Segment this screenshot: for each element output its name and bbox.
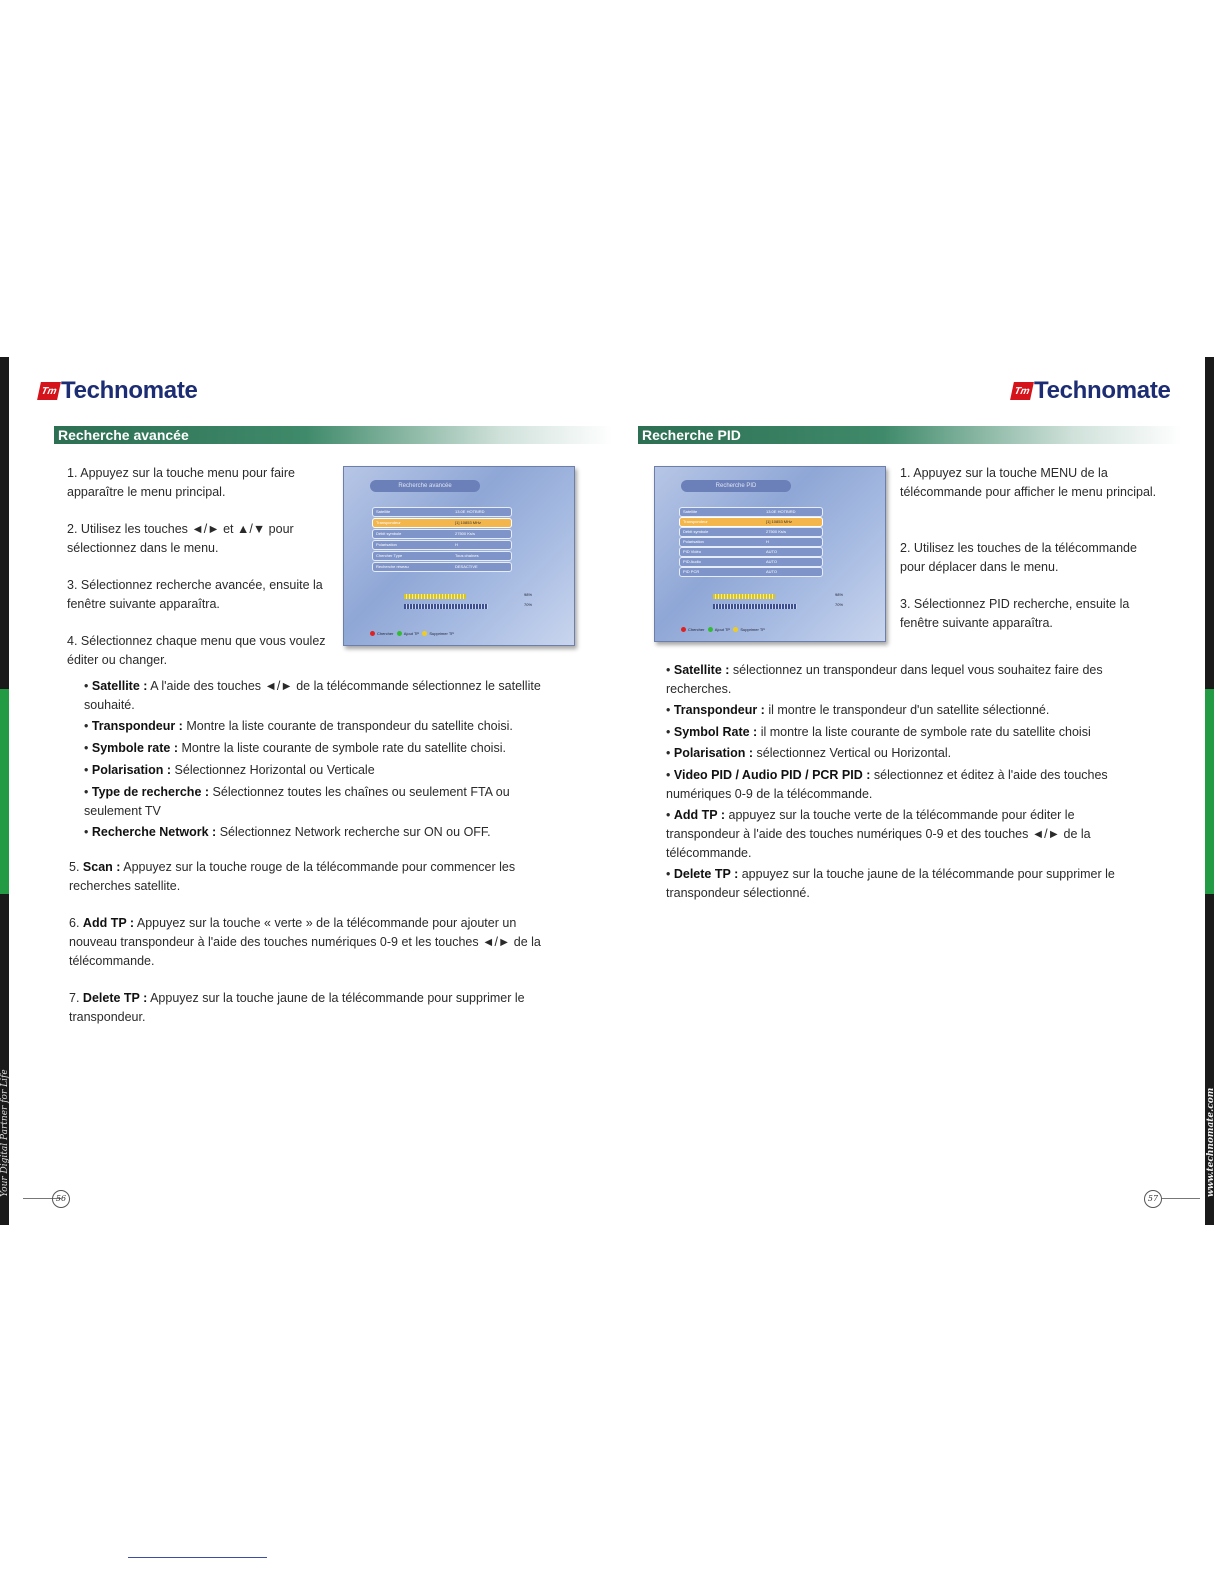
signal-quality-value: 70% [524,602,533,607]
row-label: Polarisation [376,542,397,547]
screen-row [679,507,823,517]
row-value: 13.0E HOTBIRD [766,509,796,514]
bullet-text: il montre le transpondeur d'un satellite sélectionné. [768,703,1050,717]
screen-row [372,562,512,572]
row-value: 27500 Ks/s [766,529,787,534]
screen-color-keys [681,626,765,634]
bullet-text: Montre la liste courante de symbole rate du satellite choisi. [181,741,506,755]
screen-row [372,540,512,550]
green-key-icon [708,627,713,632]
right-section-title: Recherche PID [638,426,1182,444]
step-text: Appuyez sur la touche rouge de la télécommande pour commencer les recherches satellite. [69,860,516,893]
yellow-key-icon [733,627,738,632]
row-label: Transpondeur [376,520,401,525]
bullet-text: appuyez sur la touche jaune de la télécommande pour supprimer le transpondeur sélectionné. [666,867,1115,900]
row-value: 13.0E HOTBIRD [455,509,485,514]
yellow-key-icon [422,631,427,636]
screen-row [679,567,823,577]
step-text: Sélectionnez PID recherche, ensuite la fenêtre suivante apparaîtra. [900,597,1130,630]
row-label: Satellite [683,509,698,514]
step-text: Utilisez les touches de la télécommande pour déplacer dans le menu. [900,541,1137,574]
bullet-term: Transpondeur : [673,703,765,717]
right-bullet-3: • Symbol Rate : il montre la liste courante de symbole rate du satellite choisi [666,725,1091,739]
right-step-2 [900,539,1162,577]
left-step-3 [67,576,329,614]
left-section-title: Recherche avancée [54,426,613,444]
step-text: Sélectionnez recherche avancée, ensuite la fenêtre suivante apparaîtra. [67,578,323,611]
row-label: Satellite [376,509,391,514]
screen-row [679,557,823,567]
step-num: 6. [69,916,80,930]
left-green-stripe [0,689,9,894]
signal-quality-value: 70% [835,602,844,607]
green-key-label: Ajout TP [714,627,730,632]
screen-row [372,529,512,539]
left-step-6 [69,914,554,971]
bullet-text: sélectionnez et éditez à l'aide des touches numériques 0-9 de la télécommande. [666,768,1108,801]
green-key-label: Ajout TP [403,631,419,636]
row-value: Tous chaînes [455,553,479,558]
signal-quality-bar [713,604,797,609]
signal-level-bar [713,594,775,599]
right-bullet-5: • Video PID / Audio PID / PCR PID : sélectionnez et éditez à l'aide des touches numériques 0-9 de la télécommande. [666,768,1108,801]
step-num: 5. [69,860,80,874]
bullet-text: sélectionnez un transpondeur dans lequel vous souhaitez faire des recherches. [666,663,1103,696]
right-edge-band [1205,357,1214,1225]
right-logo [1012,377,1171,405]
signal-quality-bar [404,604,488,609]
bullet-term: Satellite : [673,663,730,677]
bullet-term: Video PID / Audio PID / PCR PID : [673,768,871,782]
row-label: Polarisation [683,539,704,544]
right-bullet-2: • Transpondeur : il montre le transpondeur d'un satellite sélectionné. [666,703,1050,717]
brand-name: Technomate [61,377,198,404]
yellow-key-label: Supprimer TP [740,627,765,632]
screen-row [372,551,512,561]
bullet-text: il montre la liste courante de symbole rate du satellite choisi [760,725,1091,739]
footer-link-underline [128,1557,267,1558]
left-menu-screenshot [343,466,575,646]
brand-name: Technomate [1034,377,1171,404]
left-bullet-5: • Type de recherche : Sélectionnez toutes les chaînes ou seulement FTA ou seulement TV [84,785,510,818]
signal-level-value: 98% [835,592,844,597]
screen-color-keys [370,630,454,638]
row-value: AUTO [766,549,778,554]
brand-mark-icon: Tm [1010,382,1034,400]
red-key-icon [370,631,375,636]
green-key-icon [397,631,402,636]
row-label: PID PCR [683,569,700,574]
right-spine-url: www.technomate.com [1206,1087,1216,1197]
signal-level-value: 98% [524,592,533,597]
screen-row-selected [679,517,823,527]
left-page-number: 56 [52,1190,70,1208]
step-term: Delete TP : [82,991,148,1005]
bullet-text: Sélectionnez toutes les chaînes ou seulement FTA ou seulement TV [84,785,510,818]
screen-row [372,507,512,517]
bullet-text: Sélectionnez Horizontal ou Verticale [174,763,375,777]
step-num: 2. [67,522,78,536]
bullet-term: Symbole rate : [91,741,178,755]
step-term: Scan : [82,860,121,874]
step-text: Utilisez les touches ◄/► et ▲/▼ pour sélectionnez dans le menu. [67,522,294,555]
step-text: Appuyez sur la touche jaune de la télécommande pour supprimer le transpondeur. [69,991,525,1024]
row-label: Transpondeur [683,519,708,524]
row-value: DESACTIVE [455,564,478,569]
screen-row [679,537,823,547]
left-page [9,357,612,1225]
left-step-1 [67,464,329,502]
red-key-label: Chercher [688,627,705,632]
left-logo [39,377,198,405]
row-label: PID Audio [683,559,701,564]
row-label: Chercher Type [376,553,403,558]
left-step-2 [67,520,329,558]
step-text: Appuyez sur la touche MENU de la télécommande pour afficher le menu principal. [900,466,1157,499]
left-step-5 [69,858,559,896]
step-text: Appuyez sur la touche menu pour faire apparaître le menu principal. [67,466,295,499]
step-num: 1. [900,466,911,480]
row-label: Débit symbole [683,529,709,534]
bullet-text: appuyez sur la touche verte de la télécommande pour éditer le transpondeur à l'aide des touches numériques 0-9 et des touches ◄/► de la télécommande. [666,808,1091,860]
brand-mark-icon: Tm [37,382,61,400]
page-number-rule [1162,1198,1200,1199]
row-label: PID Vidéo [683,549,701,554]
right-menu-screenshot [654,466,886,642]
row-value: H [455,542,458,547]
bullet-term: Type de recherche : [91,785,210,799]
right-bullet-7: • Delete TP : appuyez sur la touche jaune de la télécommande pour supprimer le transpondeur sélectionné. [666,867,1115,900]
step-num: 7. [69,991,80,1005]
yellow-key-label: Supprimer TP [429,631,454,636]
row-value: AUTO [766,559,778,564]
left-bullet-2: • Transpondeur : Montre la liste courante de transpondeur du satellite choisi. [84,719,513,733]
left-step-7 [69,989,564,1027]
screen-row-selected [372,518,512,528]
signal-level-bar [404,594,466,599]
bullet-term: Transpondeur : [91,719,183,733]
right-step-3 [900,595,1162,633]
bullet-term: Polarisation : [91,763,172,777]
step-num: 2. [900,541,911,555]
right-bullet-4: • Polarisation : sélectionnez Vertical ou Horizontal. [666,746,952,760]
screen-title: Recherche avancée [370,480,480,492]
right-page-number: 57 [1144,1190,1162,1208]
step-num: 1. [67,466,78,480]
left-bullet-1: • Satellite : A l'aide des touches ◄/► de la télécommande sélectionnez le satellite souhaité. [84,679,541,712]
row-value: H [766,539,769,544]
step-num: 4. [67,634,78,648]
bullet-term: Add TP : [673,808,726,822]
bullet-term: Symbol Rate : [673,725,758,739]
screen-row [679,527,823,537]
bullet-text: Sélectionnez Network recherche sur ON ou OFF. [219,825,491,839]
bullet-term: Delete TP : [673,867,739,881]
bullet-term: Satellite : [91,679,148,693]
row-label: Recherche réseau [376,564,409,569]
bullet-text: A l'aide des touches ◄/► de la télécommande sélectionnez le satellite souhaité. [84,679,541,712]
left-step-4 [67,632,329,670]
row-value: [1] 10853 MHz [766,519,793,524]
right-green-stripe [1205,689,1214,894]
red-key-label: Chercher [377,631,394,636]
step-term: Add TP : [82,916,135,930]
screen-title: Recherche PID [681,480,791,492]
bullet-text: sélectionnez Vertical ou Horizontal. [756,746,952,760]
bullet-text: Montre la liste courante de transpondeur du satellite choisi. [186,719,513,733]
left-spine-tagline: Your Digital Partner for Life [0,1069,10,1197]
step-num: 3. [67,578,78,592]
right-step-1 [900,464,1162,502]
bullet-term: Recherche Network : [91,825,217,839]
screen-row [679,547,823,557]
left-bullet-4: • Polarisation : Sélectionnez Horizontal ou Verticale [84,763,375,777]
row-label: Débit symbole [376,531,402,536]
right-bullet-6: • Add TP : appuyez sur la touche verte de la télécommande pour éditer le transpondeur à l'aide des touches numériques 0-9 et des touches ◄/► de la télécommande. [666,808,1091,860]
step-num: 3. [900,597,911,611]
left-bullet-6: • Recherche Network : Sélectionnez Network recherche sur ON ou OFF. [84,825,491,839]
red-key-icon [681,627,686,632]
row-value: AUTO [766,569,778,574]
left-bullet-3: • Symbole rate : Montre la liste courante de symbole rate du satellite choisi. [84,741,506,755]
left-edge-band [0,357,9,1225]
row-value: 27500 Ks/s [455,531,476,536]
step-text: Appuyez sur la touche « verte » de la télécommande pour ajouter un nouveau transpondeur à l'aide des touches numériques 0-9 et les touches ◄/► de la télécommande. [69,916,541,968]
step-text: Sélectionnez chaque menu que vous voulez éditer ou changer. [67,634,326,667]
bullet-term: Polarisation : [673,746,754,760]
right-page [612,357,1205,1225]
row-value: [1] 10853 MHz [455,520,482,525]
right-bullet-1: • Satellite : sélectionnez un transpondeur dans lequel vous souhaitez faire des recherches. [666,663,1103,696]
